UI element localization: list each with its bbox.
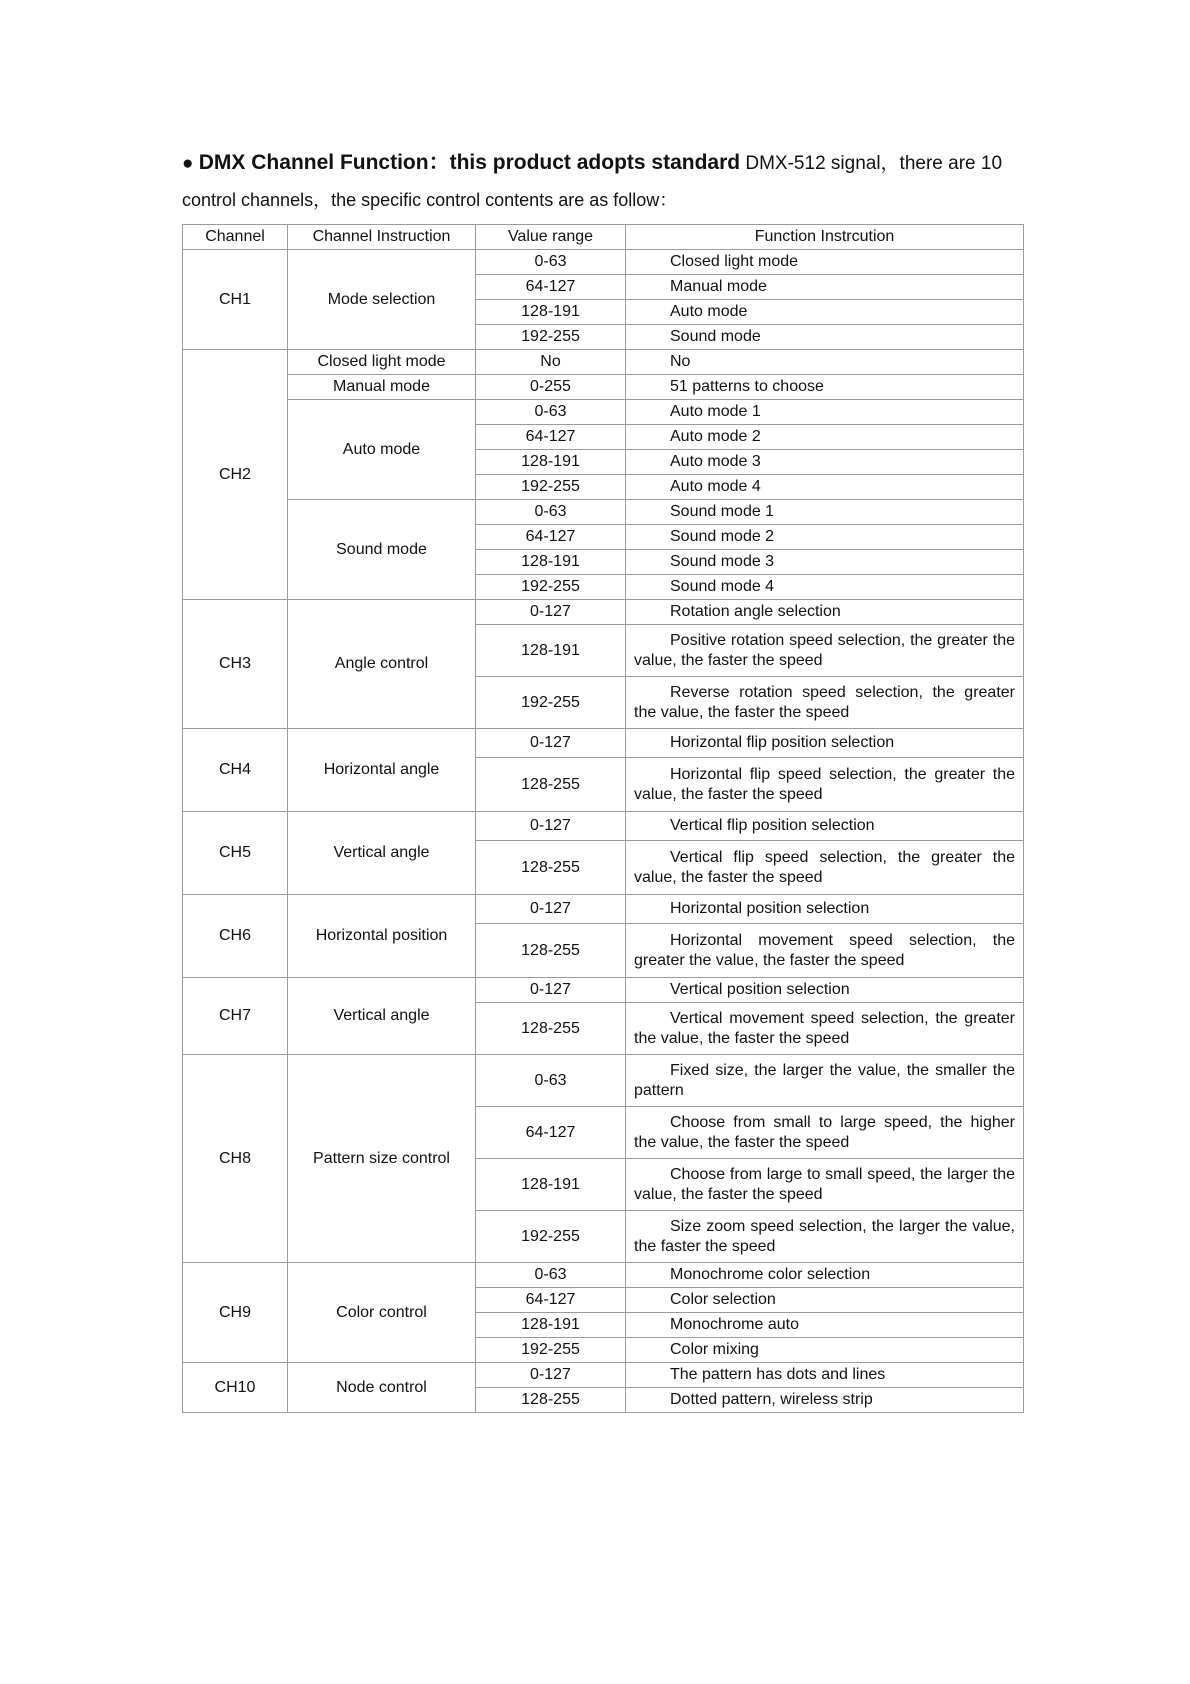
value-cell: 128-255 [476, 841, 626, 895]
instruction-cell: Horizontal position [288, 895, 476, 978]
value-cell: 128-191 [476, 1159, 626, 1211]
value-cell: 128-255 [476, 924, 626, 978]
channel-cell: CH2 [183, 350, 288, 600]
function-cell: Auto mode 2 [626, 425, 1024, 450]
table-row [183, 400, 1024, 425]
value-cell: 192-255 [476, 475, 626, 500]
function-cell: Sound mode [626, 325, 1024, 350]
function-cell: Vertical movement speed selection, the greater the value, the faster the speed [626, 1003, 1024, 1055]
table-row [183, 600, 1024, 625]
function-cell: Sound mode 3 [626, 550, 1024, 575]
table-row [183, 1055, 1024, 1107]
value-cell: 192-255 [476, 1338, 626, 1363]
value-cell: 192-255 [476, 325, 626, 350]
value-cell: 128-255 [476, 1388, 626, 1413]
function-cell: Choose from large to small speed, the larger the value, the faster the speed [626, 1159, 1024, 1211]
table-row [183, 812, 1024, 841]
header-channel-instruction: Channel Instruction [288, 225, 476, 250]
function-cell: No [626, 350, 1024, 375]
instruction-cell: Mode selection [288, 250, 476, 350]
table-row [183, 729, 1024, 758]
channel-cell: CH5 [183, 812, 288, 895]
value-cell: 192-255 [476, 575, 626, 600]
function-cell: Monochrome color selection [626, 1263, 1024, 1288]
function-cell: Fixed size, the larger the value, the smaller the pattern [626, 1055, 1024, 1107]
function-cell: Sound mode 4 [626, 575, 1024, 600]
function-cell: Size zoom speed selection, the larger the value, the faster the speed [626, 1211, 1024, 1263]
value-cell: No [476, 350, 626, 375]
table-row [183, 895, 1024, 924]
function-cell: Monochrome auto [626, 1313, 1024, 1338]
instruction-cell: Pattern size control [288, 1055, 476, 1263]
value-cell: 0-127 [476, 812, 626, 841]
function-cell: Positive rotation speed selection, the greater the value, the faster the speed [626, 625, 1024, 677]
instruction-cell: Auto mode [288, 400, 476, 500]
value-cell: 0-63 [476, 1263, 626, 1288]
function-cell: Color mixing [626, 1338, 1024, 1363]
function-cell: Sound mode 2 [626, 525, 1024, 550]
function-cell: 51 patterns to choose [626, 375, 1024, 400]
value-cell: 128-191 [476, 450, 626, 475]
function-cell: Horizontal movement speed selection, the greater the value, the faster the speed [626, 924, 1024, 978]
channel-cell: CH8 [183, 1055, 288, 1263]
value-cell: 128-255 [476, 758, 626, 812]
intro-title-rest: DMX-512 signal，there are 10 [740, 153, 1003, 174]
intro-paragraph [182, 148, 1022, 215]
function-cell: Dotted pattern, wireless strip [626, 1388, 1024, 1413]
instruction-cell: Closed light mode [288, 350, 476, 375]
header-channel: Channel [183, 225, 288, 250]
bullet-icon: ● [182, 153, 194, 174]
function-cell: Vertical position selection [626, 978, 1024, 1003]
value-cell: 128-191 [476, 550, 626, 575]
table-row [183, 1263, 1024, 1288]
table-row [183, 350, 1024, 375]
function-cell: The pattern has dots and lines [626, 1363, 1024, 1388]
function-cell: Auto mode 1 [626, 400, 1024, 425]
intro-title: DMX Channel Function：this product adopts standard [198, 151, 741, 174]
function-cell: Closed light mode [626, 250, 1024, 275]
intro-line-2: control channels，the specific control contents are as follow： [182, 190, 678, 210]
table-row [183, 1363, 1024, 1388]
intro-line-1 [182, 148, 1022, 179]
value-cell: 64-127 [476, 1107, 626, 1159]
function-cell: Rotation angle selection [626, 600, 1024, 625]
value-cell: 128-191 [476, 300, 626, 325]
function-cell: Manual mode [626, 275, 1024, 300]
channel-cell: CH3 [183, 600, 288, 729]
function-cell: Vertical flip speed selection, the greater the value, the faster the speed [626, 841, 1024, 895]
function-cell: Horizontal flip position selection [626, 729, 1024, 758]
function-cell: Sound mode 1 [626, 500, 1024, 525]
value-cell: 128-191 [476, 1313, 626, 1338]
value-cell: 0-63 [476, 400, 626, 425]
value-cell: 0-255 [476, 375, 626, 400]
channel-cell: CH10 [183, 1363, 288, 1413]
value-cell: 0-127 [476, 895, 626, 924]
function-cell: Vertical flip position selection [626, 812, 1024, 841]
table-row [183, 250, 1024, 275]
instruction-cell: Vertical angle [288, 812, 476, 895]
value-cell: 0-127 [476, 729, 626, 758]
value-cell: 192-255 [476, 677, 626, 729]
table-row [183, 375, 1024, 400]
value-cell: 192-255 [476, 1211, 626, 1263]
function-cell: Auto mode [626, 300, 1024, 325]
instruction-cell: Horizontal angle [288, 729, 476, 812]
function-cell: Reverse rotation speed selection, the greater the value, the faster the speed [626, 677, 1024, 729]
instruction-cell: Sound mode [288, 500, 476, 600]
instruction-cell: Color control [288, 1263, 476, 1363]
instruction-cell: Angle control [288, 600, 476, 729]
function-cell: Horizontal flip speed selection, the greater the value, the faster the speed [626, 758, 1024, 812]
channel-cell: CH4 [183, 729, 288, 812]
function-cell: Horizontal position selection [626, 895, 1024, 924]
value-cell: 0-127 [476, 978, 626, 1003]
value-cell: 128-255 [476, 1003, 626, 1055]
value-cell: 0-127 [476, 600, 626, 625]
channel-cell: CH9 [183, 1263, 288, 1363]
function-cell: Auto mode 4 [626, 475, 1024, 500]
value-cell: 64-127 [476, 275, 626, 300]
value-cell: 64-127 [476, 1288, 626, 1313]
header-function-instruction: Function Instrcution [626, 225, 1024, 250]
value-cell: 0-63 [476, 1055, 626, 1107]
instruction-cell: Manual mode [288, 375, 476, 400]
dmx-channel-table [182, 224, 1024, 1413]
header-value-range: Value range [476, 225, 626, 250]
value-cell: 128-191 [476, 625, 626, 677]
value-cell: 0-63 [476, 250, 626, 275]
function-cell: Choose from small to large speed, the higher the value, the faster the speed [626, 1107, 1024, 1159]
table-row [183, 500, 1024, 525]
value-cell: 0-63 [476, 500, 626, 525]
channel-cell: CH7 [183, 978, 288, 1055]
instruction-cell: Vertical angle [288, 978, 476, 1055]
value-cell: 64-127 [476, 525, 626, 550]
channel-cell: CH1 [183, 250, 288, 350]
channel-cell: CH6 [183, 895, 288, 978]
table-header-row [183, 225, 1024, 250]
value-cell: 0-127 [476, 1363, 626, 1388]
table-row [183, 978, 1024, 1003]
value-cell: 64-127 [476, 425, 626, 450]
function-cell: Color selection [626, 1288, 1024, 1313]
instruction-cell: Node control [288, 1363, 476, 1413]
function-cell: Auto mode 3 [626, 450, 1024, 475]
